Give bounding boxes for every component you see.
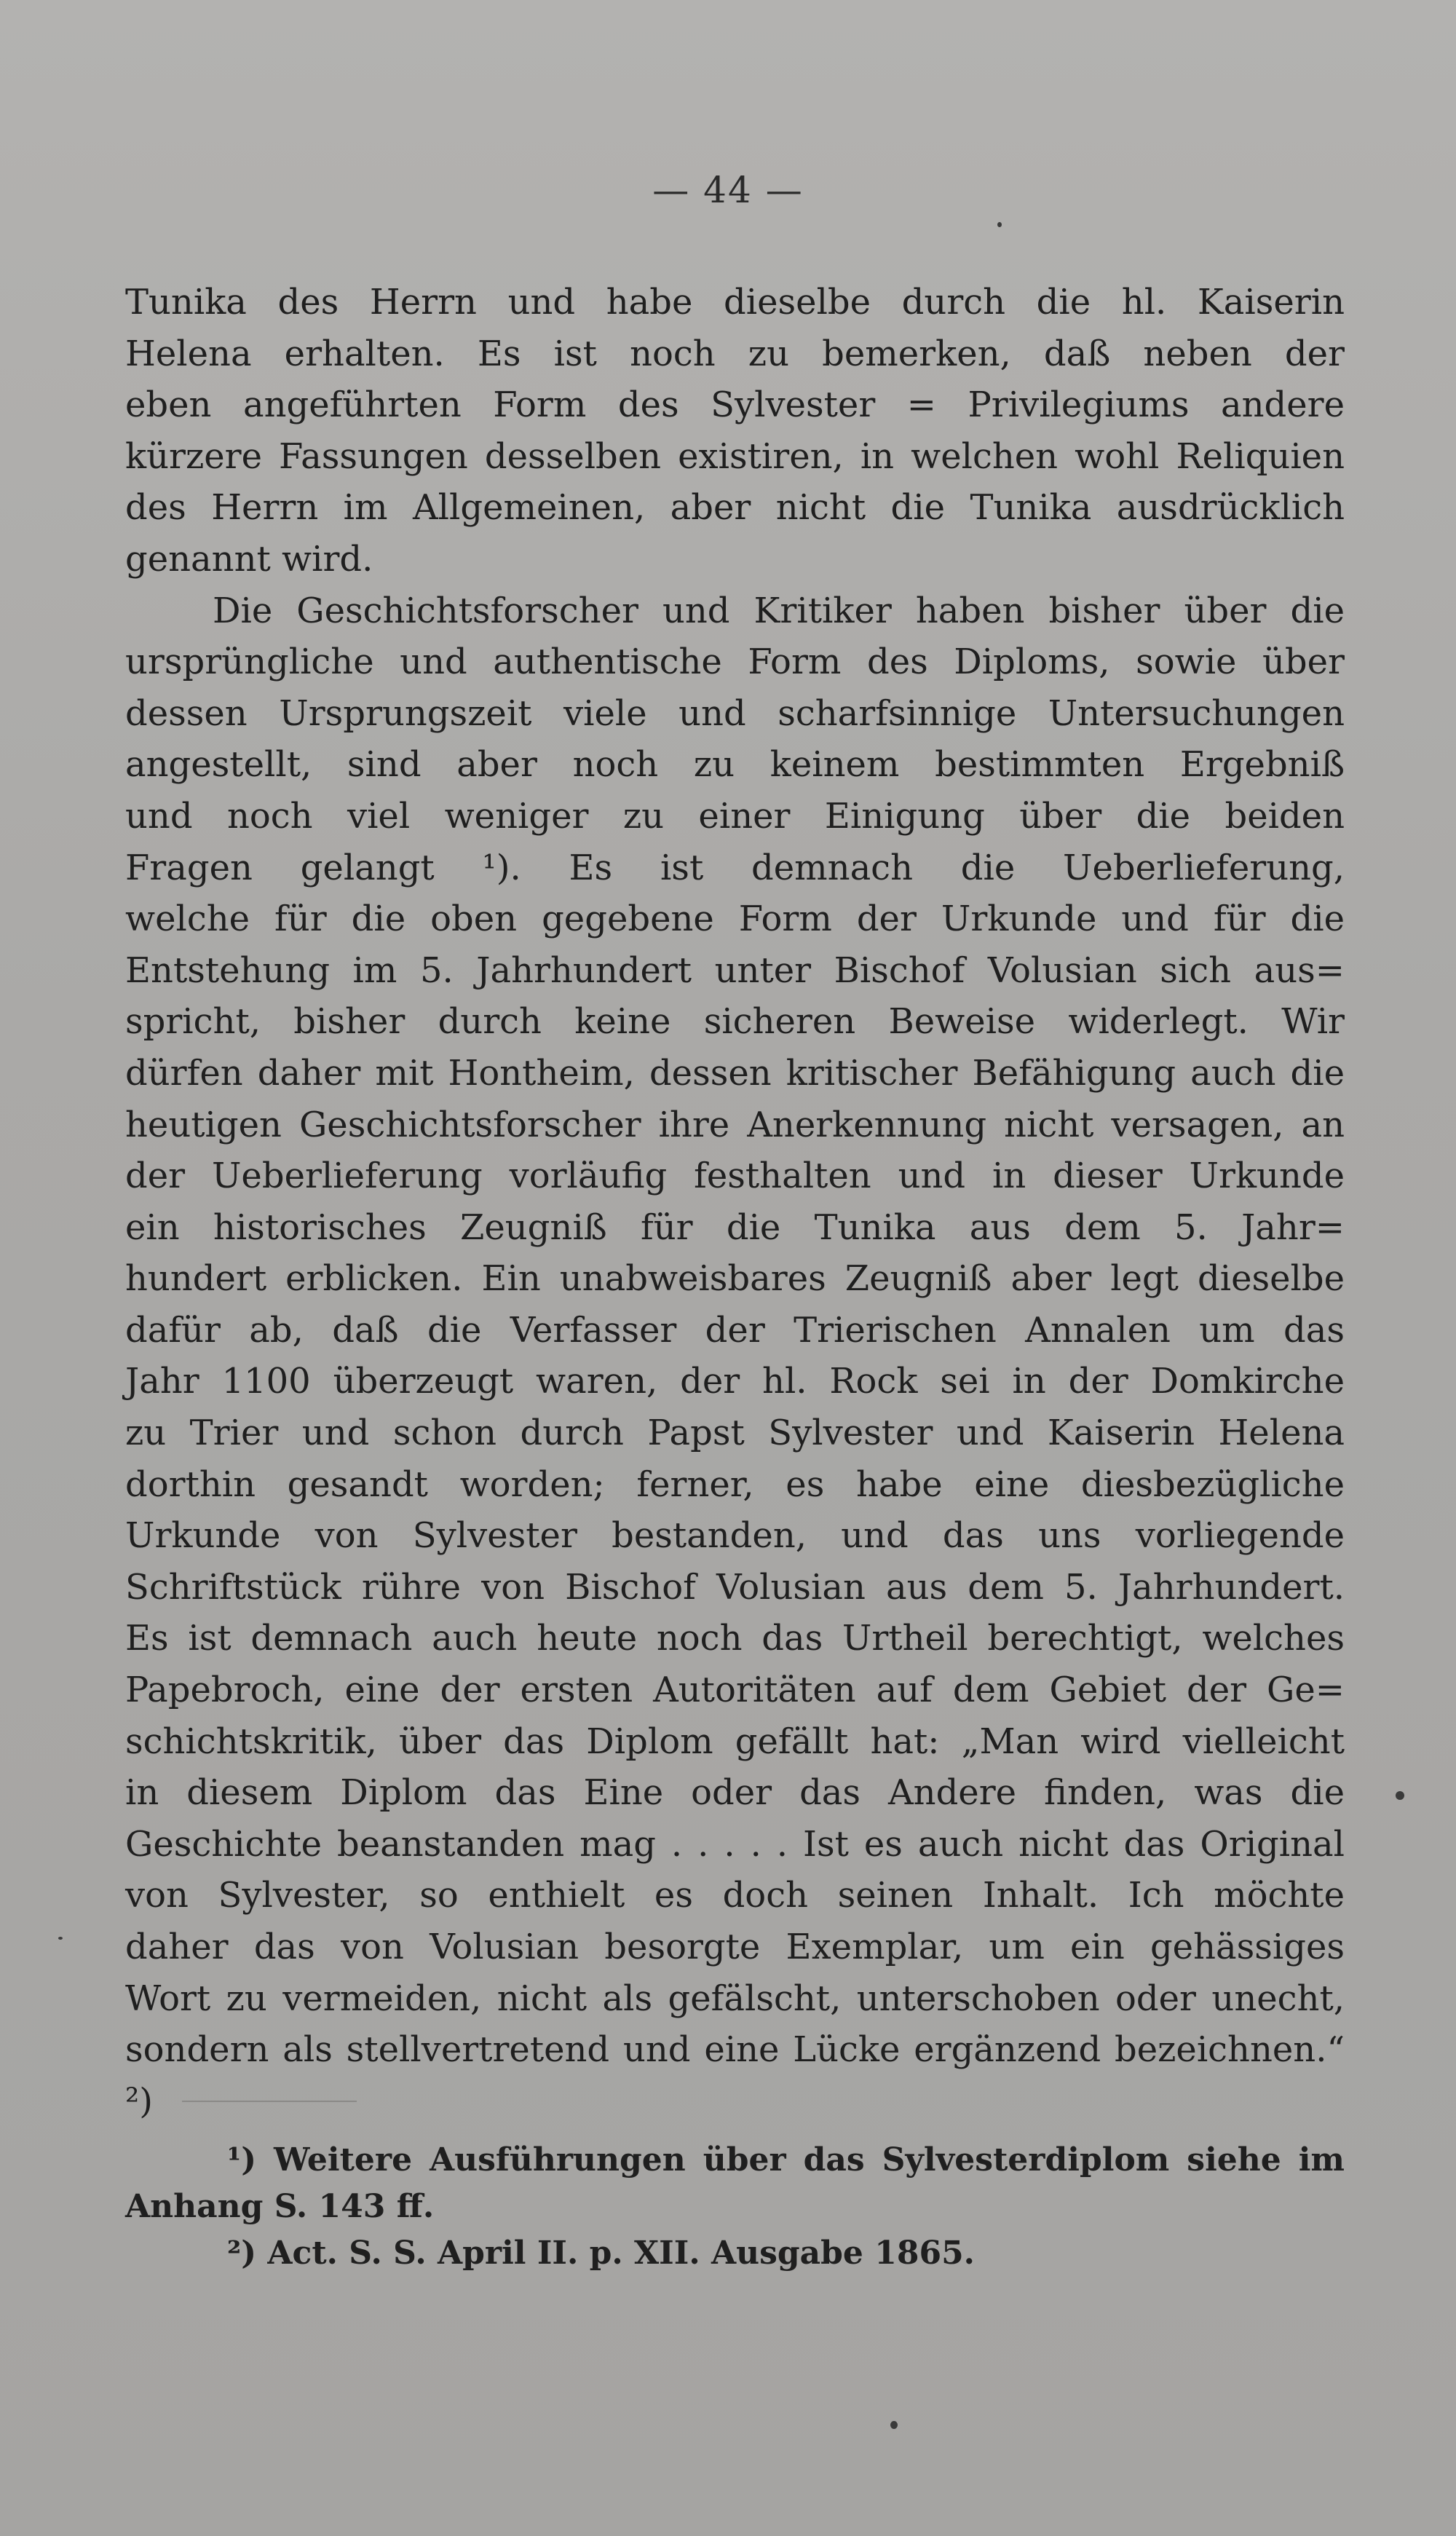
footnote-rule <box>182 2101 357 2102</box>
text-line: Die Geschichtsforscher und Kritiker haben bisher über die <box>213 590 1345 631</box>
text-line: heutigen Geschichtsforscher ihre Anerkennung nicht versagen, an <box>125 1104 1345 1145</box>
text-line: sondern als stellvertretend und eine Lücke ergänzend bezeichnen.“ ²) <box>125 2029 1345 2122</box>
footnote-line: ¹) Weitere Ausführungen über das Sylvesterdiplom siehe im <box>227 2141 1345 2178</box>
footnotes <box>125 2137 1345 2277</box>
text-line: genannt wird. <box>125 538 373 580</box>
text-line: schichtskritik, über das Diplom gefällt hat: „Man wird vielleicht <box>125 1721 1345 1762</box>
text-line: des Herrn im Allgemeinen, aber nicht die Tunika ausdrücklich <box>125 487 1345 529</box>
print-speck <box>890 2421 898 2429</box>
text-line: Wort zu vermeiden, nicht als gefälscht, unterschoben oder unecht, <box>125 1978 1345 2019</box>
text-line: Urkunde von Sylvester bestanden, und das uns vorliegende <box>125 1515 1345 1557</box>
text-line: Helena erhalten. Es ist noch zu bemerken, daß neben der <box>125 333 1345 374</box>
body-text <box>125 277 1345 2122</box>
text-line: Geschichte beanstanden mag . . . . . Ist es auch nicht das Original <box>125 1823 1345 1865</box>
text-line: ein historisches Zeugniß für die Tunika aus dem 5. Jahr= <box>125 1206 1345 1248</box>
text-line: dürfen daher mit Hontheim, dessen kritischer Befähigung auch die <box>125 1052 1345 1094</box>
print-speck <box>58 1937 63 1940</box>
text-line: und noch viel weniger zu einer Einigung über die beiden <box>125 795 1345 837</box>
text-line: zu Trier und schon durch Papst Sylvester und Kaiserin Helena <box>125 1413 1345 1454</box>
text-line: hundert erblicken. Ein unabweisbares Zeugniß aber legt dieselbe <box>125 1258 1345 1300</box>
text-line: der Ueberlieferung vorläufig festhalten und in dieser Urkunde <box>125 1156 1345 1197</box>
text-line: Entstehung im 5. Jahrhundert unter Bischof Volusian sich aus= <box>125 949 1345 991</box>
text-line: welche für die oben gegebene Form der Urkunde und für die <box>125 898 1345 940</box>
text-line: dorthin gesandt worden; ferner, es habe eine diesbezügliche <box>125 1463 1345 1505</box>
text-line: ursprüngliche und authentische Form des Diploms, sowie über <box>125 641 1345 683</box>
footnote-line: ²) Act. S. S. April II. p. XII. Ausgabe 1865. <box>227 2235 975 2272</box>
text-line: Schriftstück rühre von Bischof Volusian aus dem 5. Jahrhundert. <box>125 1566 1345 1608</box>
text-line: angestellt, sind aber noch zu keinem bestimmten Ergebniß <box>125 744 1345 786</box>
text-line: spricht, bisher durch keine sicheren Beweise widerlegt. Wir <box>125 1001 1345 1043</box>
print-speck <box>997 222 1002 227</box>
page-number: — 44 — <box>652 169 804 211</box>
text-line: kürzere Fassungen desselben existiren, in welchen wohl Reliquien <box>125 435 1345 477</box>
text-line: dessen Ursprungszeit viele und scharfsinnige Untersuchungen <box>125 692 1345 734</box>
print-speck <box>1396 1791 1404 1800</box>
text-line: dafür ab, daß die Verfasser der Trierischen Annalen um das <box>125 1309 1345 1351</box>
text-line: Jahr 1100 überzeugt waren, der hl. Rock sei in der Domkirche <box>125 1361 1345 1402</box>
text-line: Papebroch, eine der ersten Autoritäten auf dem Gebiet der Ge= <box>125 1670 1345 1711</box>
footnote-line: Anhang S. 143 ff. <box>125 2188 435 2225</box>
text-line: eben angeführten Form des Sylvester = Privilegiums andere <box>125 384 1345 426</box>
text-line: in diesem Diplom das Eine oder das Andere finden, was die <box>125 1772 1345 1814</box>
text-line: daher das von Volusian besorgte Exemplar, um ein gehässiges <box>125 1927 1345 1967</box>
text-line: von Sylvester, so enthielt es doch seinen Inhalt. Ich möchte <box>125 1875 1345 1916</box>
text-line: Es ist demnach auch heute noch das Urtheil berechtigt, welches <box>125 1618 1345 1659</box>
text-line: Tunika des Herrn und habe dieselbe durch die hl. Kaiserin <box>125 282 1345 323</box>
text-line: Fragen gelangt ¹). Es ist demnach die Ueberlieferung, <box>125 847 1345 888</box>
